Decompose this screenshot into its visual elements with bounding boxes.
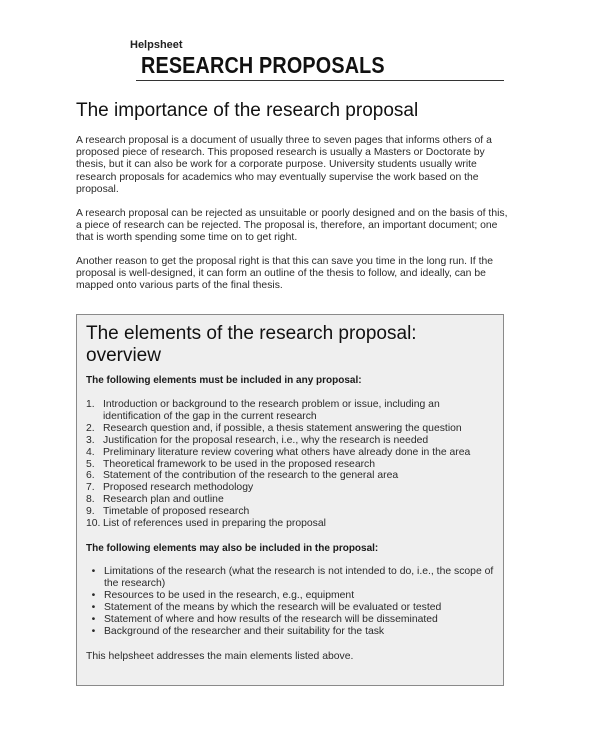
- intro-paragraph-3: Another reason to get the proposal right is that this can save you time in the long run. If the proposal is well-designed, it can form an outline of the thesis to follow, and ideally, can be mapped onto various parts of the final thesis.: [76, 256, 494, 292]
- list-item: • Resources to be used in the research, e.g., equipment: [86, 590, 496, 602]
- list-item: 1. Introduction or background to the research problem or issue, including an identification of the gap in the current research: [86, 399, 440, 422]
- section-heading-importance: The importance of the research proposal: [76, 100, 419, 121]
- required-elements-label: The following elements must be included in any proposal:: [86, 375, 362, 386]
- overview-box: [76, 314, 504, 686]
- list-item: 7. Proposed research methodology: [86, 482, 254, 494]
- bullet-icon: •: [91, 566, 96, 577]
- title-divider: [136, 80, 504, 81]
- intro-paragraph-2: A research proposal can be rejected as unsuitable or poorly designed and on the basis of this, a piece of research can be rejected. The proposal is, therefore, an important document; one that is worth spending some time on to get right.: [76, 208, 508, 244]
- helpsheet-note: This helpsheet addresses the main elements listed above.: [86, 651, 354, 662]
- list-item: 4. Preliminary literature review covering what others have already done in the area: [86, 446, 471, 458]
- bullet-icon: •: [91, 625, 96, 637]
- bullet-icon: •: [91, 613, 96, 625]
- optional-elements-list: [86, 566, 496, 637]
- required-elements-list: [86, 399, 496, 530]
- list-item: 2. Research question and, if possible, a thesis statement answering the question: [86, 422, 462, 434]
- list-item: 5. Theoretical framework to be used in the proposed research: [86, 458, 376, 470]
- list-item: • Statement of where and how results of the research will be disseminated: [86, 614, 496, 626]
- optional-elements-label: The following elements may also be included in the proposal:: [86, 543, 379, 554]
- bullet-icon: •: [91, 601, 96, 613]
- bullet-icon: •: [91, 589, 96, 601]
- list-item: 9. Timetable of proposed research: [86, 506, 250, 518]
- overview-heading: The elements of the research proposal: overview: [86, 323, 417, 366]
- list-item: • Statement of the means by which the research will be evaluated or tested: [86, 602, 496, 614]
- list-item: 10. List of references used in preparing the proposal: [86, 518, 326, 530]
- list-item: 6. Statement of the contribution of the research to the general area: [86, 470, 399, 482]
- helpsheet-label: Helpsheet: [130, 39, 183, 51]
- page-title: RESEARCH PROPOSALS: [141, 52, 385, 78]
- list-item: 8. Research plan and outline: [86, 494, 224, 506]
- list-item: • Limitations of the research (what the research is not intended to do, i.e., the scope of the research): [86, 566, 496, 590]
- list-item: 3. Justification for the proposal research, i.e., why the research is needed: [86, 434, 429, 446]
- list-item: • Background of the researcher and their suitability for the task: [86, 626, 496, 638]
- intro-paragraph-1: A research proposal is a document of usually three to seven pages that informs others of a proposed piece of research. This proposed research is usually a Masters or Doctorate by thesis, but it can also be work for a corporate purpose. University students usually write research proposals for academics who may eventually supervise the work based on the proposal.: [76, 135, 492, 195]
